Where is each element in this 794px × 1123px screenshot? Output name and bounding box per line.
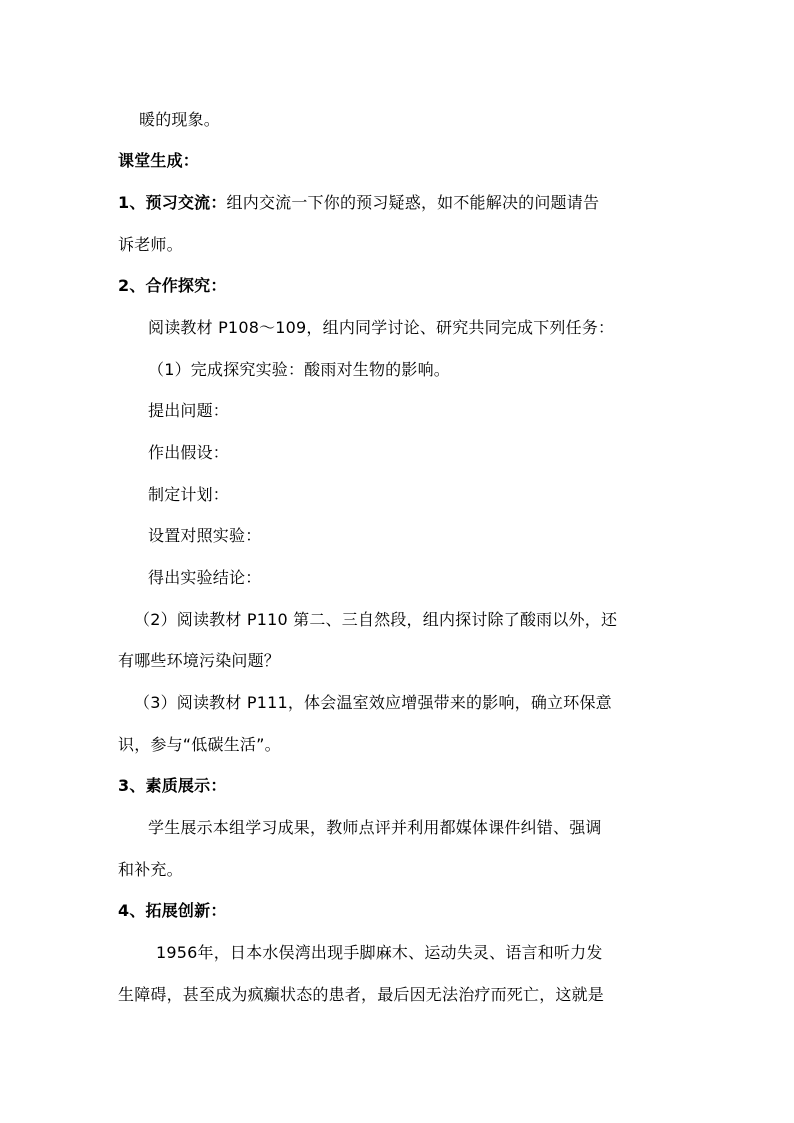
item1-heading: 1、预习交流： — [118, 193, 227, 212]
item2-heading: 2、合作探究： — [118, 276, 227, 295]
section-title: 课堂生成： — [118, 151, 200, 170]
step-hypothesis: 作出假设： — [148, 443, 230, 462]
item4-heading: 4、拓展创新： — [118, 901, 227, 920]
item4-text-cont: 生障碍，甚至成为疯癫状态的患者，最后因无法治疗而死亡，这就是 — [118, 985, 605, 1004]
item2-intro: 阅读教材 P108～109，组内同学讨论、研究共同完成下列任务： — [148, 318, 615, 337]
item2-task2: （2）阅读教材 P110 第二、三自然段，组内探讨除了酸雨以外，还 — [134, 610, 618, 629]
item2-task1: （1）完成探究实验：酸雨对生物的影响。 — [148, 360, 450, 379]
item3-text-cont: 和补充。 — [118, 860, 183, 879]
item2-task3-cont: 识，参与“低碳生活”。 — [118, 735, 281, 754]
step-control-experiment: 设置对照实验： — [148, 526, 262, 545]
step-conclusion: 得出实验结论： — [148, 568, 262, 587]
item4-text: 1956年，日本水俣湾出现手脚麻木、运动失灵、语言和听力发 — [156, 943, 603, 962]
item2-task3: （3）阅读教材 P111，体会温室效应增强带来的影响，确立环保意 — [134, 693, 612, 712]
item1-line — [118, 193, 599, 213]
step-ask-question: 提出问题： — [148, 401, 230, 420]
item3-text: 学生展示本组学习成果，教师点评并利用都媒体课件纠错、强调 — [148, 818, 602, 837]
item1-text-cont: 诉老师。 — [118, 235, 183, 254]
item3-heading: 3、素质展示： — [118, 776, 227, 795]
continuation-line: 暖的现象。 — [139, 110, 221, 129]
step-plan: 制定计划： — [148, 485, 230, 504]
item2-task2-cont: 有哪些环境污染问题？ — [118, 651, 281, 670]
item1-text: 组内交流一下你的预习疑惑，如不能解决的问题请告 — [226, 193, 600, 212]
